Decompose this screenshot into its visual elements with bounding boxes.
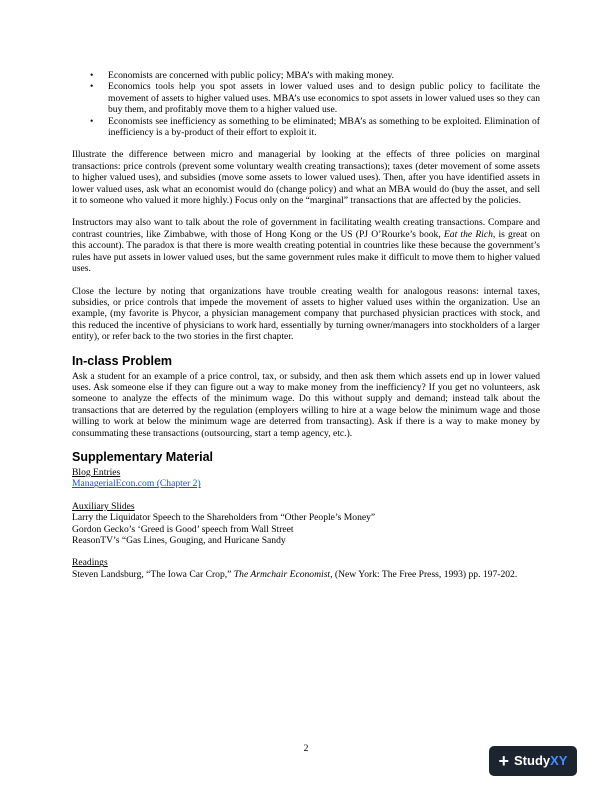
bullet-icon: • — [90, 70, 94, 81]
section-heading-supplementary: Supplementary Material — [72, 449, 214, 464]
bullet-item: • Economists are concerned with public policy; MBA’s with making money. — [90, 70, 395, 81]
blog-link[interactable]: ManagerialEcon.com (Chapter 2) — [72, 478, 201, 490]
paragraph-inclass-problem: Ask a student for an example of a price control, tax, or subsidy, and then ask them which assets end up in lower valued uses. Ask someone else if they can figure out a way to make money from the inefficiency? If you get no volunteers, ask someone to analyze the effects of the minimum wage. Do this without supply and demand; instead talk about the transactions that are deterred by the regulation (employers willing to hire at a wage below the minimum wage and those willing to work at below the minimum wage are deterred from transacting). Ask if there is a way to make money by consummating these transactions (outsourcing, start a temp agency, etc.). — [72, 370, 540, 439]
list-item: Gordon Gecko’s ‘Greed is Good’ speech from Wall Street — [72, 523, 294, 535]
subheading-readings: Readings — [72, 557, 108, 569]
list-item: Larry the Liquidator Speech to the Shareholders from “Other People’s Money” — [72, 512, 376, 524]
paragraph-government-role: Instructors may also want to talk about the role of government in facilitating wealth creating transactions. Compare and contrast countries, like Zimbabwe, with those of Hong Kong or the US (PJ O’Rourke’s book, Eat the Rich, is great on this account). The paradox is that there is more wealth creating potential in countries like these because the government’s rules have put assets in lower valued uses, but the same government rules make it difficult to move them to higher valued uses. — [72, 217, 541, 275]
subheading-blog-entries: Blog Entries — [72, 466, 121, 478]
page-number: 2 — [303, 743, 309, 754]
bullet-icon: • — [90, 115, 94, 127]
list-item: ReasonTV’s “Gas Lines, Gouging, and Huricane Sandy — [72, 535, 286, 546]
section-heading-inclass: In-class Problem — [72, 353, 173, 368]
paragraph-close-lecture: Close the lecture by noting that organizations have trouble creating wealth for analogous reasons: internal taxes, subsidies, or price controls that impede the movement of assets to higher valued uses within the organization. Use an example, (my favorite is Phycor, a physician management company that purchased physician practices with stock, and this reduced the incentive of physicians to work hard, essentially by turning owner/managers into stockholders of a larger entity), or refer back to the two stories in the first chapter. — [72, 285, 540, 343]
document-page — [72, 70, 540, 580]
logo-text: StudyXY — [514, 753, 568, 769]
subheading-auxiliary-slides: Auxiliary Slides — [72, 500, 135, 512]
bullet-icon: • — [90, 81, 94, 93]
bullet-list — [72, 70, 540, 138]
paragraph-micro-vs-managerial: Illustrate the difference between micro and managerial by looking at the effects of three policies on marginal transactions: price controls (prevent some voluntary wealth creating transactions); taxes (deter movement of some assets to higher valued uses), and subsidies (move some assets to lower valued uses). Then, after you have identified assets in lower valued uses, ask what an economist would do (change policy) and what an MBA would do (buy the asset, and sell it to someone who valued it more highly.) Focus only on the “marginal” transactions that are affected by the policies. — [72, 149, 540, 207]
book-title: The Armchair Economist, — [233, 568, 333, 580]
plus-icon: + — [498, 751, 510, 771]
book-title: Eat the Rich — [443, 228, 493, 240]
studyxy-watermark-logo — [489, 746, 577, 776]
reading-citation: Steven Landsburg, “The Iowa Car Crop,” The Armchair Economist, (New York: The Free Press, 1993) pp. 197-202. — [72, 568, 518, 580]
bullet-item: • Economics tools help you spot assets in lower valued uses and to design public policy to facilitate the movement of assets to higher valued uses. MBA’s use economics to spot assets in lower valued uses so they can buy them, and profitably move them to a higher valued use. — [90, 81, 540, 116]
bullet-item: • Economists see inefficiency as something to be eliminated; MBA’s as something to be exploited. Elimination of inefficiency is a by-product of their effort to exploit it. — [90, 115, 540, 139]
